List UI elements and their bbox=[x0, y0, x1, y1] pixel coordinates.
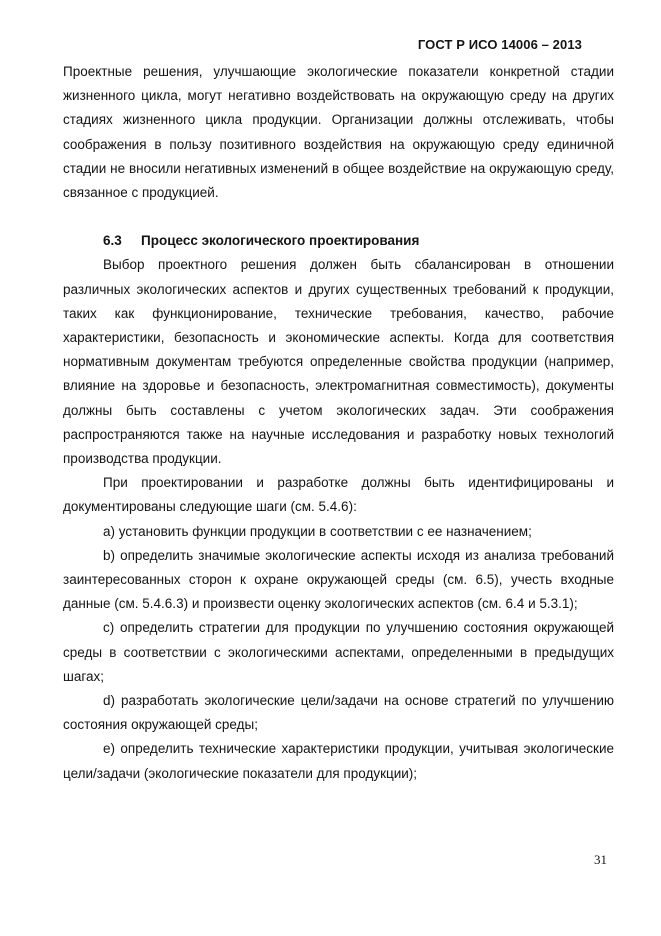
section-heading bbox=[63, 229, 614, 253]
section-title: Процесс экологического проектирования bbox=[141, 233, 420, 249]
paragraph-2: При проектировании и разработке должны быть идентифицированы и документированы следующие шаги (см. 5.4.6): bbox=[63, 475, 614, 515]
list-item-d: d) разработать экологические цели/задачи на основе стратегий по улучшению состояния окружающей среды; bbox=[63, 693, 614, 733]
list-item-c: c) определить стратегии для продукции по улучшению состояния окружающей среды в соответствии с экологическими аспектами, определенными в предыдущих шагах; bbox=[63, 620, 614, 684]
list-item-a: a) установить функции продукции в соответствии с ее назначением; bbox=[103, 523, 532, 539]
section-number: 6.3 bbox=[103, 233, 122, 249]
page-header-standard: ГОСТ Р ИСО 14006 – 2013 bbox=[417, 37, 582, 52]
document-body bbox=[63, 60, 614, 786]
page-number: 31 bbox=[594, 852, 607, 867]
paragraph-1: Выбор проектного решения должен быть сбалансирован в отношении различных экологических аспектов и других существенных требований к продукции, таких как функционирование, технические требования, качество, рабочие характеристики, безопасность и экономические аспекты. Когда для соответствия нормативным документам требуются определенные свойства продукции (например, влияние на здоровье и безопасность, электромагнитная совместимость), документы должны быть составлены с учетом экологических задач. Эти соображения распространяются также на научные исследования и разработку новых технологий производства продукции. bbox=[63, 257, 614, 467]
list-item-e: e) определить технические характеристики продукции, учитывая экологические цели/задачи (экологические показатели для продукции); bbox=[63, 741, 614, 781]
continuation-paragraph: Проектные решения, улучшающие экологические показатели конкретной стадии жизненного цикла, могут негативно воздействовать на окружающую среду на других стадиях жизненного цикла продукции. Организации должны отслеживать, чтобы соображения в пользу позитивного воздействия на окружающую среду единичной стадии не вносили негативных изменений в общее воздействие на окружающую среду, связанное с продукцией. bbox=[63, 64, 614, 201]
list-item-b: b) определить значимые экологические аспекты исходя из анализа требований заинтересованных сторон к охране окружающей среды (см. 6.5), учесть входные данные (см. 5.4.6.3) и произвести оценку экологических аспектов (см. 6.4 и 5.3.1); bbox=[63, 547, 614, 612]
